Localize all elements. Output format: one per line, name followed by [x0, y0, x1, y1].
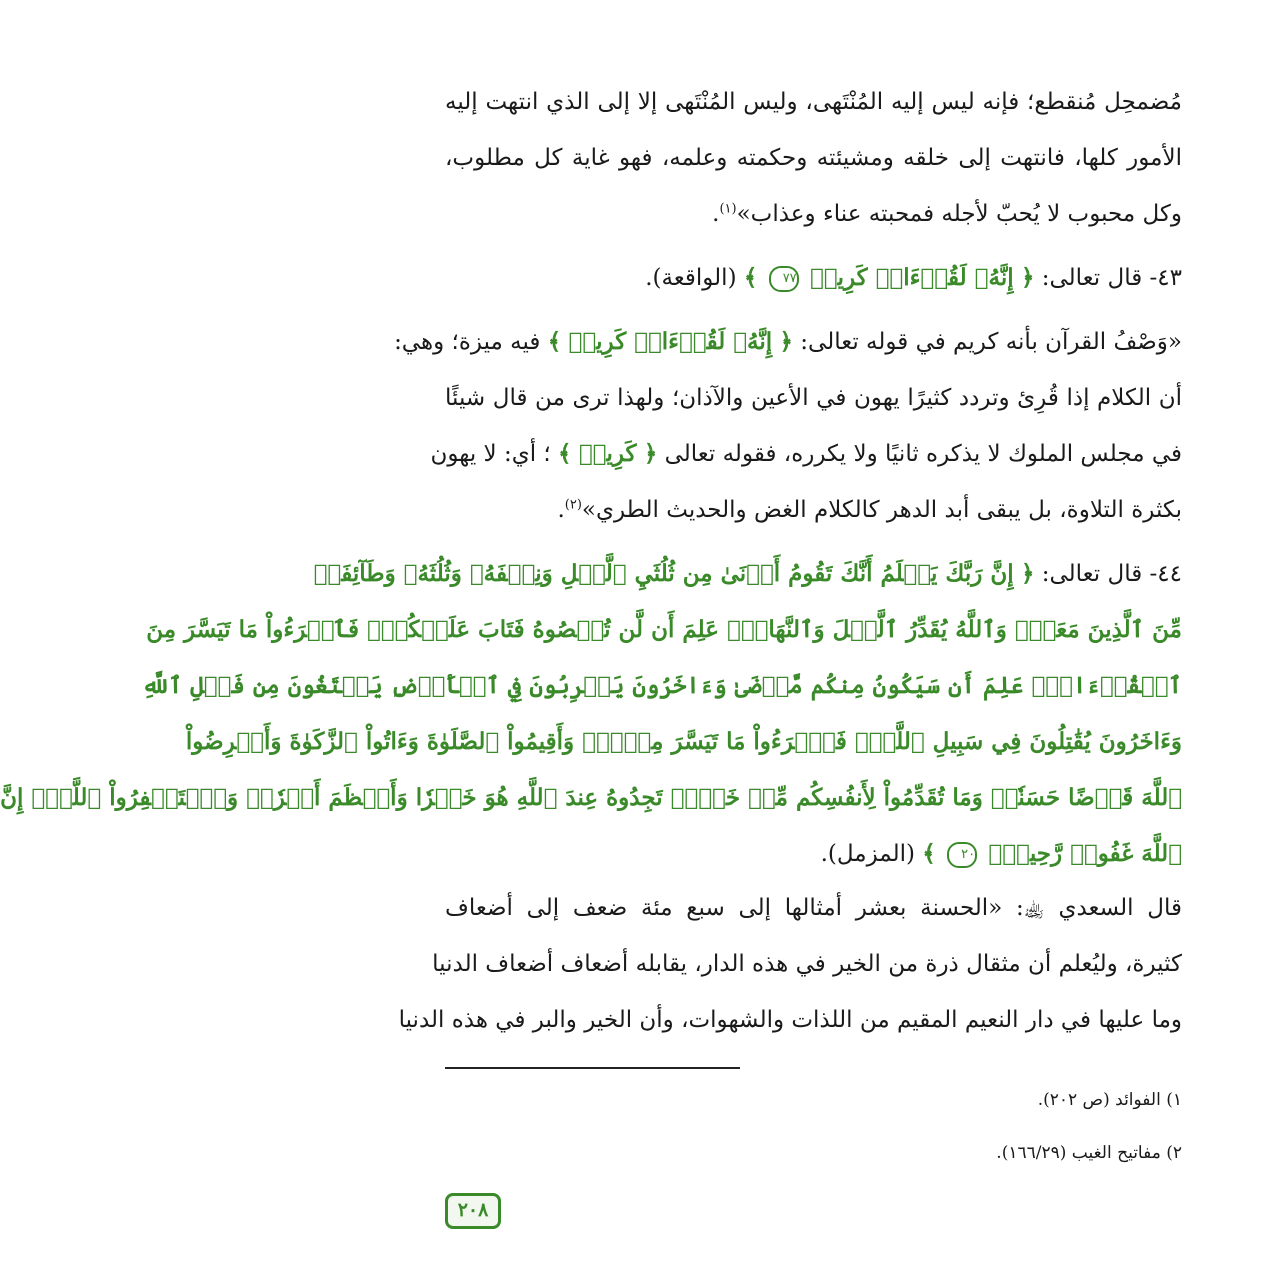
text-line [445, 826, 1182, 882]
ornate-bracket-close-icon: ﴾ [547, 328, 562, 355]
footnote-divider [445, 1067, 740, 1069]
text-segment: فيه ميزة؛ وهي: [394, 329, 541, 355]
item-43 [445, 250, 1182, 306]
period: . [712, 201, 720, 227]
text-line: الأمور كلها، فانتهت إلى خلقه ومشيئته وحكمته وعلمه، فهو غاية كل مطلوب، [445, 145, 1182, 171]
text-line: مُضمحِل مُنقطع؛ فإنه ليس إليه المُنْتَهى، وليس المُنْتَهى إلا إلى الذي انتهت إليه [445, 89, 1182, 115]
quran-verse-line: ٱللَّهَ قَرۡضًا حَسَنٗاۚ وَمَا تُقَدِّمُواْ لِأَنفُسِكُم مِّنۡ خَيۡرٖ تَجِدُوهُ عِندَ ٱللَّهِ هُوَ خَيۡرٗا وَأَعۡظَمَ أَجۡرٗاۚ وَٱسۡتَغۡفِرُواْ ٱللَّهَۖ إِنَّ [0, 784, 1182, 811]
paragraph-1 [445, 74, 1182, 242]
text-segment: «وَصْفُ القرآن بأنه كريم في قوله تعالى: [800, 329, 1182, 355]
text-line [445, 250, 1182, 306]
ornate-bracket-open-icon: ﴿ [643, 440, 658, 467]
text-line: وما عليها في دار النعيم المقيم من اللذات والشهوات، وأن الخير والبر في هذه الدنيا [398, 1007, 1182, 1033]
ornate-bracket-open-icon: ﴿ [1020, 560, 1035, 587]
text-line [430, 426, 1182, 482]
ayah-number-badge: ٢٠ [947, 842, 977, 868]
text-line [445, 186, 1182, 242]
quran-verse-line: ٱلۡقُرۡءَانِۚ عَلِمَ أَن سَيَكُونُ مِنكُم مَّرۡضَىٰ وَءَاخَرُونَ يَضۡرِبُونَ فِي ٱلۡأَرۡضِ يَبۡتَغُونَ مِن فَضۡلِ ٱللَّهِ [141, 672, 1182, 699]
quran-verse: إِنَّ رَبَّكَ يَعۡلَمُ أَنَّكَ تَقُومُ أَدۡنَىٰ مِن ثُلُثَيِ ٱلَّيۡلِ وَنِصۡفَهُۥ وَثُلُثَهُۥ وَطَآئِفَةٞ [313, 560, 1014, 587]
ayah-number-badge: ٧٧ [769, 266, 799, 292]
paragraph-3 [398, 880, 1182, 1048]
page-number-badge: ٢٠٨ [445, 1193, 501, 1229]
text-line: أن الكلام إذا قُرِئ وتردد كثيرًا يهون في الأعين والآذان؛ ولهذا ترى من قال شيئًا [445, 385, 1182, 411]
period: . [557, 497, 565, 523]
footnote-ref-2: (٢) [564, 497, 582, 513]
paragraph-2 [394, 314, 1182, 538]
text-line: كثيرة، وليُعلم أن مثقال ذرة من الخير في هذه الدار، يقابله أضعاف أضعاف الدنيا [432, 951, 1182, 977]
ornate-bracket-open-icon: ﴿ [779, 328, 793, 355]
quote-text: بكثرة التلاوة، بل يبقى أبد الدهر كالكلام الغض والحديث الطري» [581, 497, 1182, 523]
footnote-2: ٢) مفاتيح الغيب (١٦٦/٢٩). [996, 1143, 1182, 1163]
quran-verse-line: وَءَاخَرُونَ يُقَٰتِلُونَ فِي سَبِيلِ ٱللَّهِۖ فَٱقۡرَءُواْ مَا تَيَسَّرَ مِنۡهُۚ وَأَقِيمُواْ ٱلصَّلَوٰةَ وَءَاتُواْ ٱلزَّكَوٰةَ وَأَقۡرِضُواْ [185, 728, 1182, 755]
quran-verse: إِنَّهُۥ لَقُرۡءَانٞ كَرِيمٞ [568, 328, 773, 355]
item-prefix: ٤٤- قال تعالى: [1041, 561, 1182, 587]
quran-verse: ٱللَّهَ غَفُورٞ رَّحِيمُۢ [988, 840, 1182, 867]
quran-verse: كَرِيمٞ [578, 440, 637, 467]
ornate-bracket-close-icon: ﴾ [558, 440, 572, 467]
surah-name: (المزمل). [820, 841, 915, 867]
text-line [445, 482, 1182, 538]
text-line [394, 314, 1182, 370]
text-segment: ؛ أي: لا يهون [430, 441, 551, 467]
item-44 [0, 546, 1182, 882]
quran-verse: إِنَّهُۥ لَقُرۡءَانٞ كَرِيمٞ [809, 264, 1014, 291]
quote-text: وكل محبوب لا يُحبّ لأجله فمحبته عناء وعذاب» [736, 201, 1182, 227]
text-line [313, 546, 1182, 602]
ornate-bracket-open-icon: ﴿ [1020, 264, 1035, 291]
quran-verse-line: مِّنَ ٱلَّذِينَ مَعَكَۚ وَٱللَّهُ يُقَدِّرُ ٱلَّيۡلَ وَٱلنَّهَارَۚ عَلِمَ أَن لَّن تُحۡصُوهُ فَتَابَ عَلَيۡكُمۡۖ فَٱقۡرَءُواْ مَا تَيَسَّرَ مِنَ [146, 616, 1182, 643]
ornate-bracket-close-icon: ﴾ [743, 264, 758, 291]
surah-name: (الواقعة). [645, 265, 737, 291]
text-segment: في مجلس الملوك لا يذكره ثانيًا ولا يكرره، فقوله تعالى [664, 441, 1182, 467]
ornate-bracket-close-icon: ﴾ [922, 840, 936, 867]
footnote-ref-1: (١) [719, 201, 737, 217]
text-line: قال السعدي ﵀: «الحسنة بعشر أمثالها إلى سبع مئة ضعف إلى أضعاف [445, 895, 1182, 921]
footnote-1: ١) الفوائد (ص ٢٠٢). [1037, 1090, 1182, 1110]
item-prefix: ٤٣- قال تعالى: [1041, 265, 1182, 291]
